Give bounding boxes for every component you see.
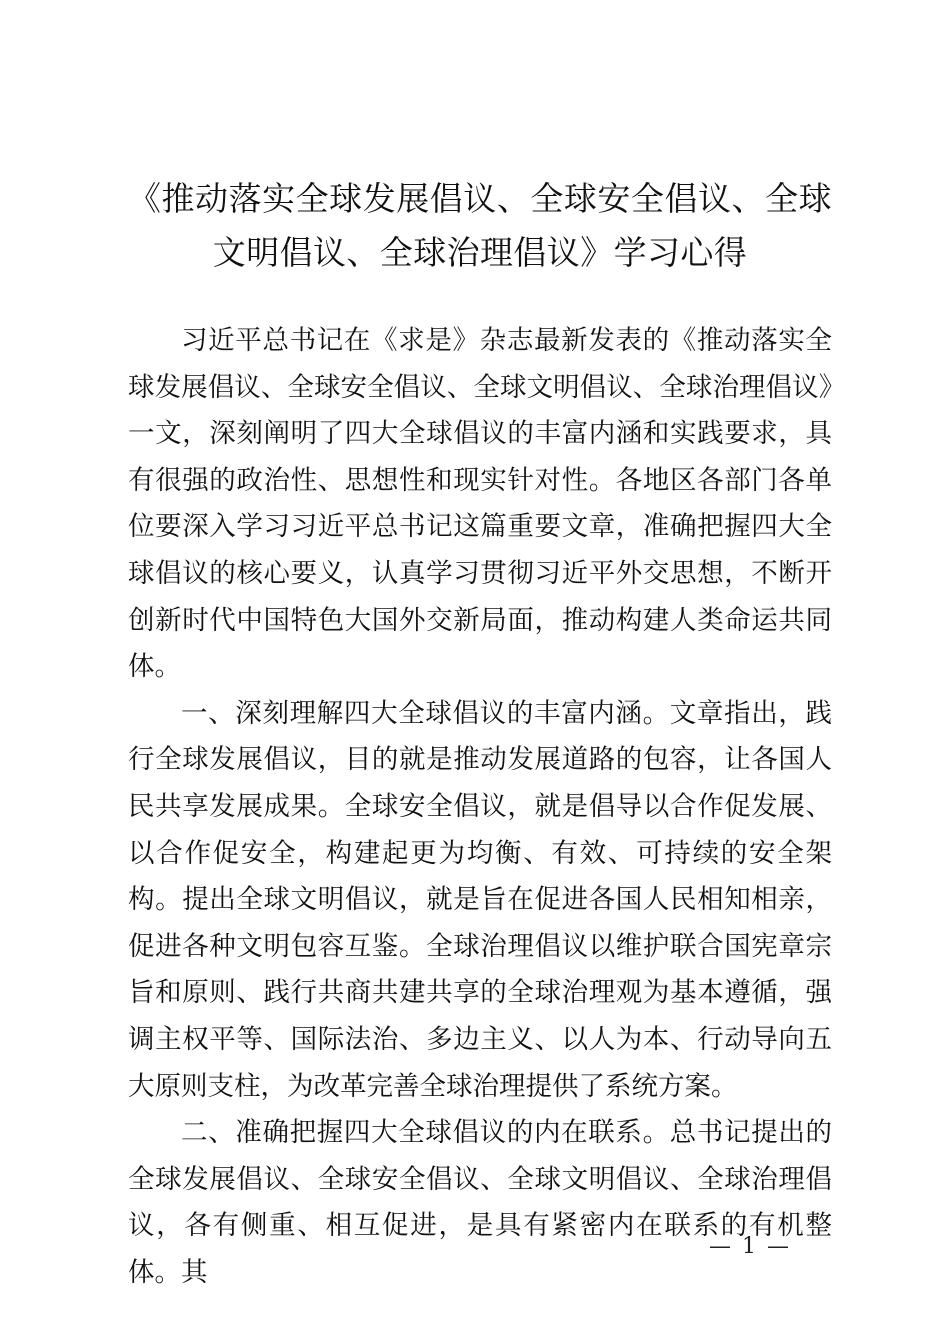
document-title: 《推动落实全球发展倡议、全球安全倡议、全球文明倡议、全球治理倡议》学习心得 <box>128 179 832 272</box>
paragraph-section-two: 二、准确把握四大全球倡议的内在联系。总书记提出的全球发展倡议、全球安全倡议、全球文明倡议、全球治理倡议，各有侧重、相互促进，是具有紧密内在联系的有机整体。其 <box>128 1117 832 1288</box>
page-number: — 1 — <box>709 1234 791 1259</box>
paragraph-section-one: 一、深刻理解四大全球倡议的丰富内涵。文章指出，践行全球发展倡议，目的就是推动发展道路的包容，让各国人民共享发展成果。全球安全倡议，就是倡导以合作促发展、以合作促安全，构建起更为均衡、有效、可持续的安全架构。提出全球文明倡议，就是旨在促进各国人民相知相亲，促进各种文明包容互鉴。全球治理倡议以维护联合国宪章宗旨和原则、践行共商共建共享的全球治理观为基本遵循，强调主权平等、国际法治、多边主义、以人为本、行动导向五大原则支柱，为改革完善全球治理提供了系统方案。 <box>128 697 832 1102</box>
document-body <box>128 318 832 1296</box>
paragraph-intro: 习近平总书记在《求是》杂志最新发表的《推动落实全球发展倡议、全球安全倡议、全球文明倡议、全球治理倡议》一文，深刻阐明了四大全球倡议的丰富内涵和实践要求，具有很强的政治性、思想性和现实针对性。各地区各部门各单位要深入学习习近平总书记这篇重要文章，准确把握四大全球倡议的核心要义，认真学习贯彻习近平外交思想，不断开创新时代中国特色大国外交新局面，推动构建人类命运共同体。 <box>128 325 832 683</box>
